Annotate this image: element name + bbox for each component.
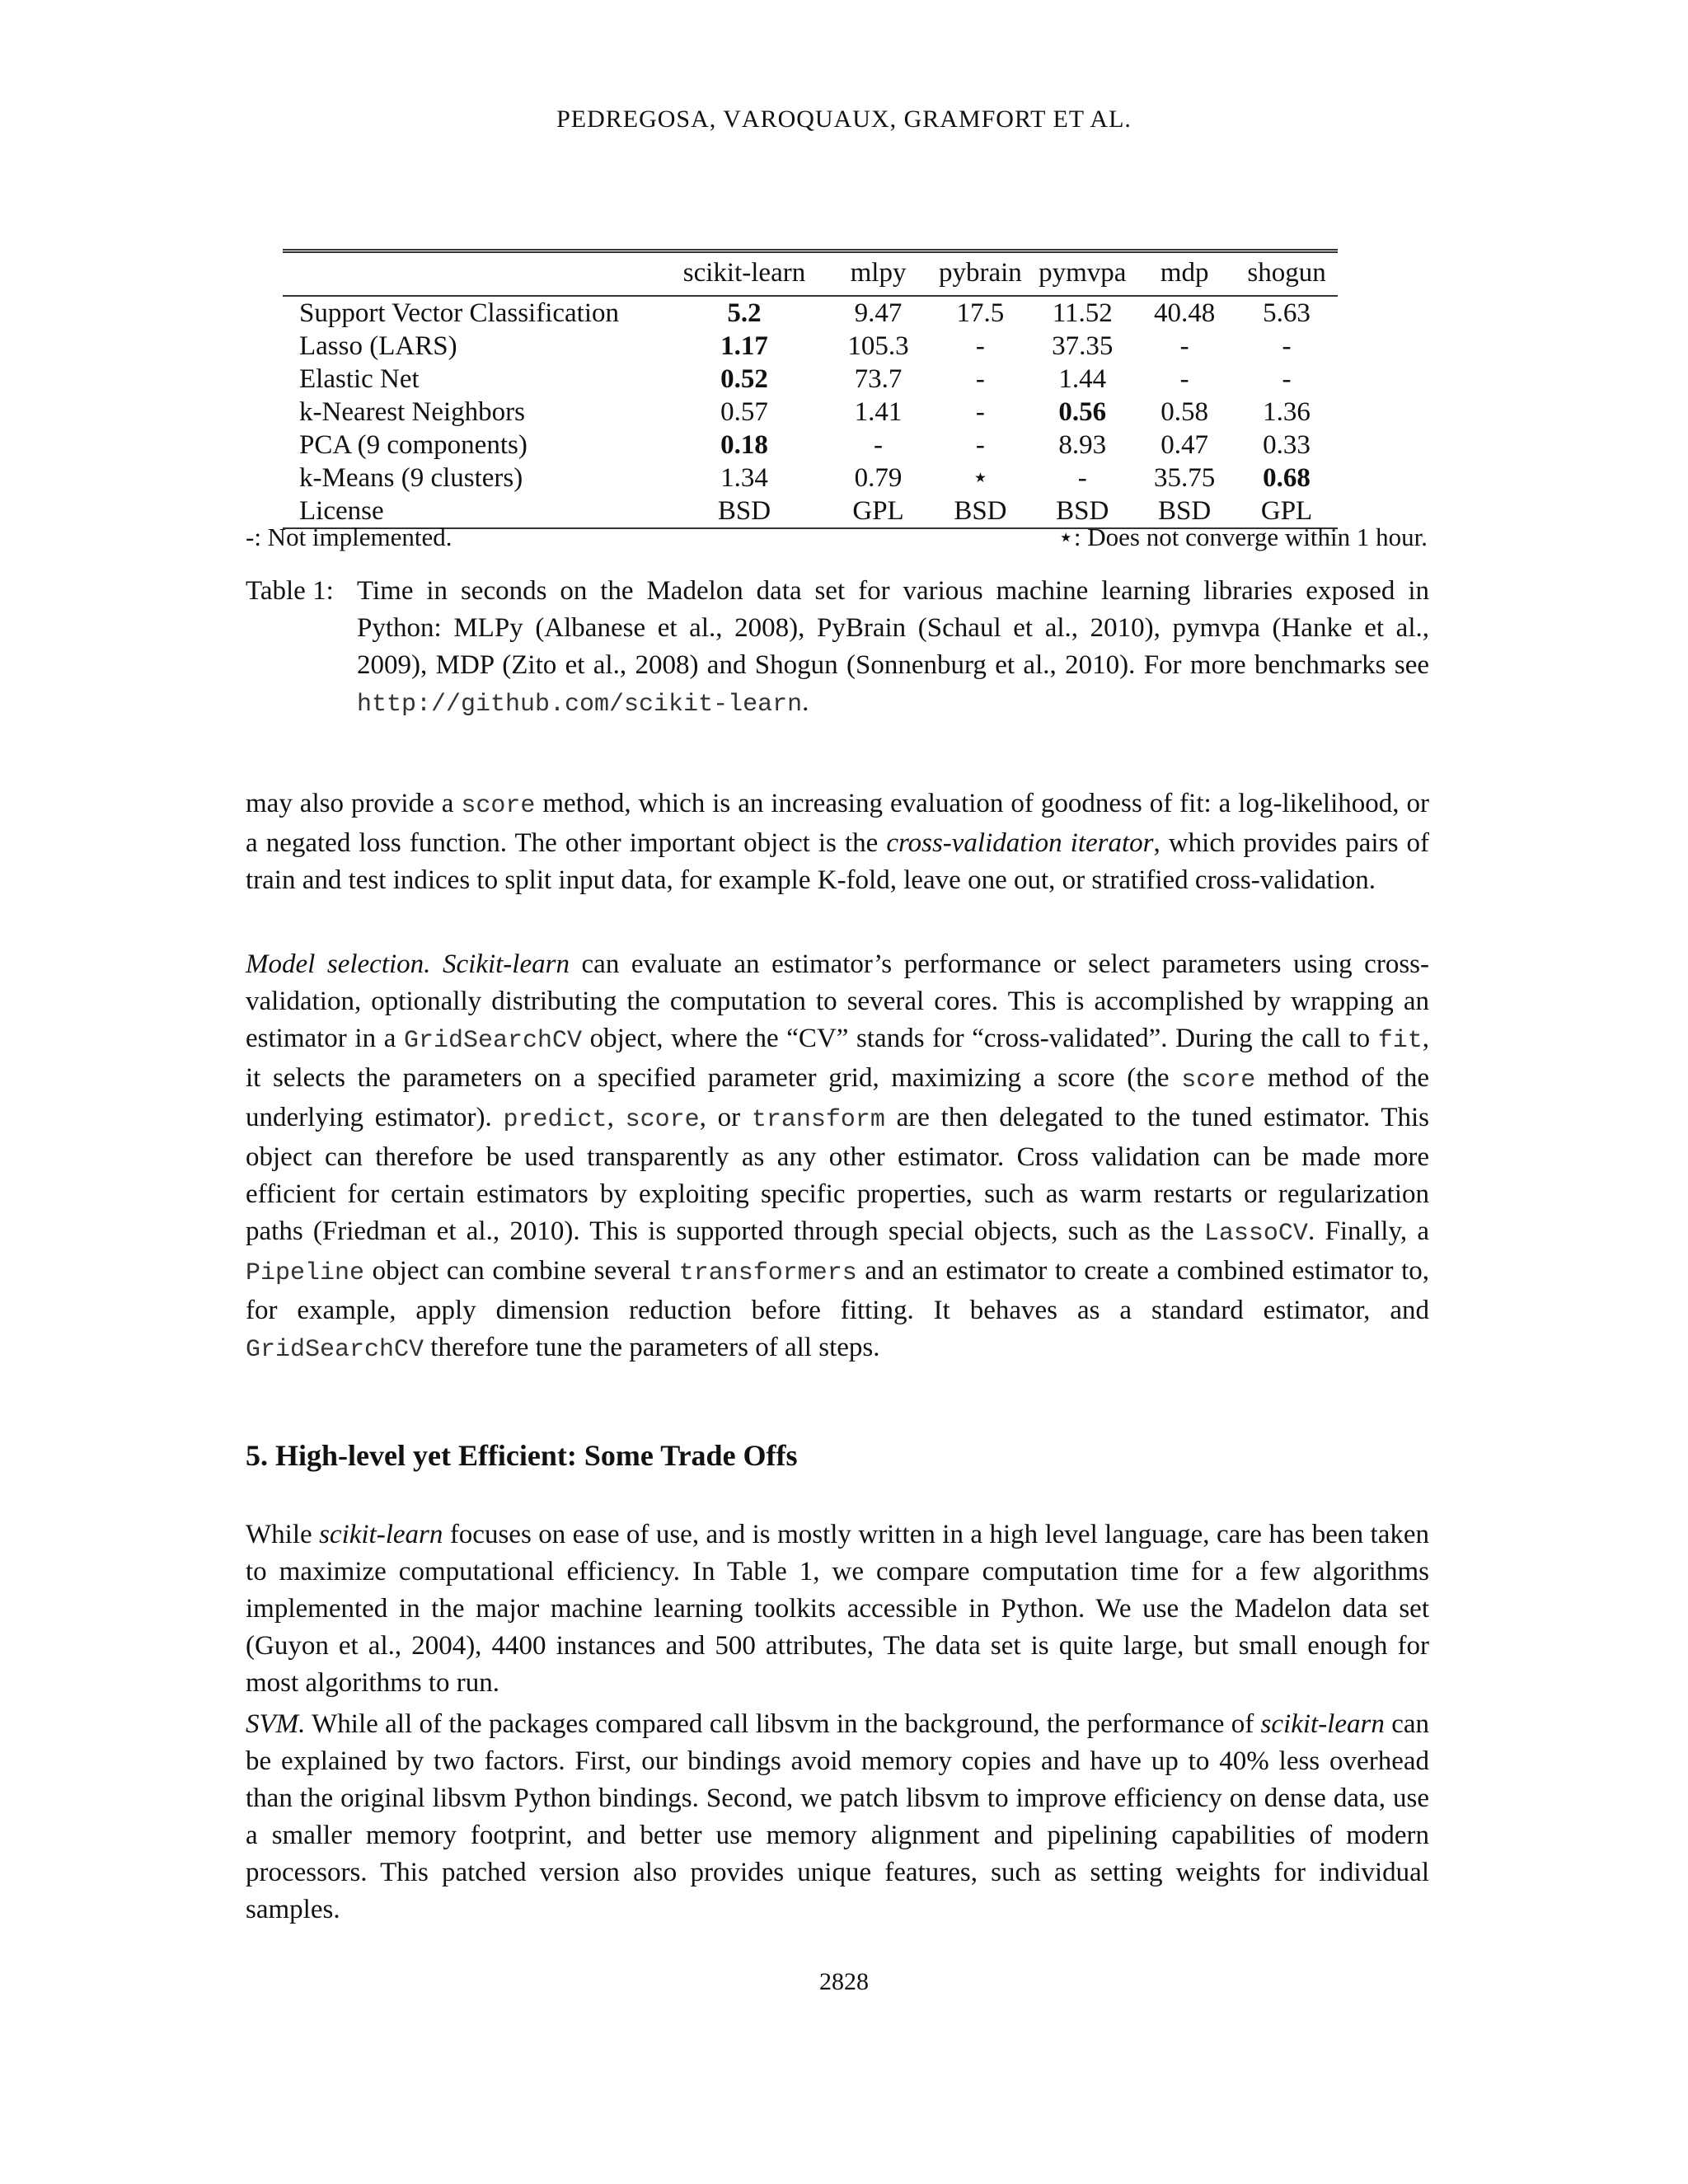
table-cell: 1.17 [720, 331, 768, 361]
column-header-scikit-learn: scikit-learn [661, 251, 827, 297]
table-cell: GPL [828, 494, 930, 528]
running-header [0, 105, 1688, 134]
caption-label: Table 1: [246, 576, 334, 606]
code-span: predict [503, 1106, 607, 1134]
table-row [283, 462, 1338, 494]
row-label: Elastic Net [299, 364, 420, 394]
table-cell: 73.7 [854, 364, 903, 394]
table-cell: 5.2 [727, 298, 762, 328]
paragraph-efficiency [246, 1516, 1429, 1702]
table-cell: 8.93 [1058, 430, 1107, 460]
emphasis: Model selection. [246, 949, 431, 979]
caption-url: http://github.com/scikit-learn [357, 691, 803, 719]
code-span: score [625, 1106, 700, 1134]
table-cell: - [1077, 463, 1087, 493]
table-cell: 0.33 [1263, 430, 1311, 460]
table-cell: 1.41 [854, 397, 903, 427]
emphasis: SVM. [246, 1709, 306, 1739]
text-run: focuses on ease of use, and is mostly written in a high level language, care has been taken to maximize computational efficiency. In Table 1, we compare computation time for a few algorithms implemented in the major machine learning toolkits accessible in Python. We use the Madelon data set (Guyon et al., 2004), 4400 instances and 500 attributes, The data set is quite large, but small enough for most algorithms to run. [246, 1520, 1429, 1698]
text-run: method, which is an increasing evaluation of goodness of fit: a log-likelihood, or a negated loss function. The other important object is the [246, 789, 1429, 858]
code-span: score [1181, 1066, 1256, 1094]
table-cell: - [874, 430, 884, 460]
code-span: GridSearchCV [246, 1336, 424, 1364]
table-cell: 11.52 [1052, 298, 1113, 328]
caption-end: . [802, 687, 809, 717]
table-row [283, 429, 1338, 462]
text-run: . Finally, a [1307, 1216, 1430, 1246]
table-cell: GPL [1236, 494, 1338, 528]
column-header-shogun: shogun [1236, 251, 1338, 297]
table-cell: 35.75 [1154, 463, 1216, 493]
table-cell: BSD [661, 494, 827, 528]
row-label: PCA (9 components) [299, 430, 528, 460]
row-label: License [283, 494, 661, 528]
table-cell: - [1282, 364, 1292, 394]
text-run: , it selects the parameters on a specified parameter grid, maximizing a score (the [246, 1024, 1429, 1093]
text-run: are then delegated to the tuned estimator. This object can therefore be used transparently as any other estimator. Cross validation can be made more efficient for certain estimators by exploiting specific properties, such as warm restarts or regularization paths (Friedman et al., 2010). This is supported through special objects, such as the [246, 1103, 1430, 1246]
table-cell: - [975, 331, 985, 361]
page-number: 2828 [819, 1968, 869, 1995]
table-cell: - [975, 364, 985, 394]
code-span: GridSearchCV [403, 1027, 583, 1055]
paragraph-score-method [246, 785, 1429, 899]
header-separator: , [709, 105, 724, 133]
text-run: can evaluate an estimator’s performance or select parameters using cross-validation, optionally distributing the computation to several cores. This is accomplished by wrapping an estimator in a [246, 949, 1429, 1053]
table-cell: 37.35 [1052, 331, 1114, 361]
table-cell: BSD [1133, 494, 1236, 528]
row-label: Support Vector Classification [299, 298, 620, 328]
text-run: object can combine several [364, 1256, 679, 1286]
table-header-row [283, 251, 1338, 297]
table-cell: 5.63 [1263, 298, 1311, 328]
table-header-empty [283, 251, 661, 297]
table-row [283, 296, 1338, 330]
table-cell: BSD [1031, 494, 1133, 528]
table-cell: - [1179, 364, 1189, 394]
table-cell: - [975, 397, 985, 427]
text-run: While [246, 1520, 320, 1549]
code-span: fit [1377, 1027, 1423, 1055]
benchmark-table [283, 249, 1338, 529]
note-not-implemented: -: Not implemented. [246, 523, 452, 551]
text-run: object, where the “CV” stands for “cross-validated”. During the call to [582, 1024, 1378, 1053]
header-initial: V [723, 105, 742, 133]
text-run: method of the underlying estimator). [246, 1063, 1429, 1132]
header-separator: , [889, 105, 904, 133]
header-initial: P [556, 105, 571, 133]
table-cell: 0.47 [1160, 430, 1208, 460]
column-header-mdp: mdp [1133, 251, 1236, 297]
table-cell: 0.58 [1160, 397, 1208, 427]
note-no-convergence: ⋆: Does not converge within 1 hour. [1057, 523, 1428, 551]
text-run: may also provide a [246, 789, 462, 818]
code-span: transform [751, 1106, 885, 1134]
paragraph-svm [246, 1706, 1429, 1929]
column-header-mlpy: mlpy [828, 251, 930, 297]
emphasis: scikit-learn [319, 1520, 443, 1549]
emphasis: scikit-learn [1260, 1709, 1385, 1739]
table-caption [246, 573, 1429, 724]
emphasis: cross-validation iterator [886, 828, 1154, 858]
table-row [283, 363, 1338, 396]
row-label: k-Means (9 clusters) [299, 463, 523, 493]
table-cell: 1.36 [1263, 397, 1311, 427]
code-span: score [461, 792, 536, 820]
header-initial: G [903, 105, 923, 133]
caption-text [357, 573, 1429, 724]
table-cell: - [1179, 331, 1189, 361]
table-cell: BSD [929, 494, 1031, 528]
table-cell: 1.34 [720, 463, 768, 493]
table-cell: 0.79 [854, 463, 903, 493]
row-label: k-Nearest Neighbors [299, 397, 525, 427]
header-smallcaps: RAMFORT ET AL. [922, 105, 1132, 133]
column-header-pybrain: pybrain [929, 251, 1031, 297]
text-run [430, 949, 443, 979]
section-heading: 5. High-level yet Efficient: Some Trade Offs [246, 1439, 798, 1472]
table-cell: 17.5 [956, 298, 1005, 328]
table-notes [246, 523, 1428, 555]
code-span: Pipeline [246, 1259, 365, 1287]
table-row [283, 330, 1338, 363]
table-cell: - [1282, 331, 1292, 361]
row-label: Lasso (LARS) [299, 331, 457, 361]
text-run: therefore tune the parameters of all steps. [424, 1333, 880, 1362]
emphasis: Scikit-learn [443, 949, 570, 979]
text-run: While all of the packages compared call libsvm in the background, the performance of [305, 1709, 1261, 1739]
table-cell: 105.3 [847, 331, 909, 361]
text-run: can be explained by two factors. First, our bindings avoid memory copies and have up to 40% less overhead than the original libsvm Python bindings. Second, we patch libsvm to improve efficiency on dense data, use a smaller memory footprint, and better use memory alignment and pipelining capabilities of modern processors. This patched version also provides unique features, such as setting weights for individual samples. [246, 1709, 1429, 1924]
table-cell: 9.47 [854, 298, 903, 328]
column-header-pymvpa: pymvpa [1031, 251, 1133, 297]
table-cell: 0.18 [720, 430, 768, 460]
code-span: LassoCV [1203, 1220, 1308, 1248]
paragraph-model-selection [246, 946, 1429, 1369]
table-cell: 0.68 [1263, 463, 1311, 493]
table-row [283, 396, 1338, 429]
text-run: and an estimator to create a combined estimator to, for example, apply dimension reduction before fitting. It behaves as a standard estimator, and [246, 1256, 1429, 1325]
table-cell: 0.57 [720, 397, 768, 427]
caption-body-text: Time in seconds on the Madelon data set for various machine learning libraries exposed in Python: MLPy (Albanese et al., 2008), PyBrain (Schaul et al., 2010), pymvpa (Hanke et al., 2009), MDP (Zito et al., 2008) and Shogun (Sonnenburg et al., 2010). For more benchmarks see [357, 576, 1429, 680]
header-smallcaps: AROQUAUX [741, 105, 890, 133]
table-cell: 0.56 [1058, 397, 1107, 427]
table-cell: ⋆ [972, 463, 989, 493]
text-run: , which provides pairs of train and test indices to split input data, for example K-fold, leave one out, or stratified cross-validation. [246, 828, 1429, 895]
text-run: , [607, 1103, 626, 1132]
header-smallcaps: EDREGOSA [570, 105, 710, 133]
table-cell: 0.52 [720, 364, 768, 394]
table-cell: 40.48 [1154, 298, 1216, 328]
code-span: transformers [678, 1259, 857, 1287]
text-run: , or [699, 1103, 752, 1132]
table-cell: 1.44 [1058, 364, 1107, 394]
table-cell: - [975, 430, 985, 460]
